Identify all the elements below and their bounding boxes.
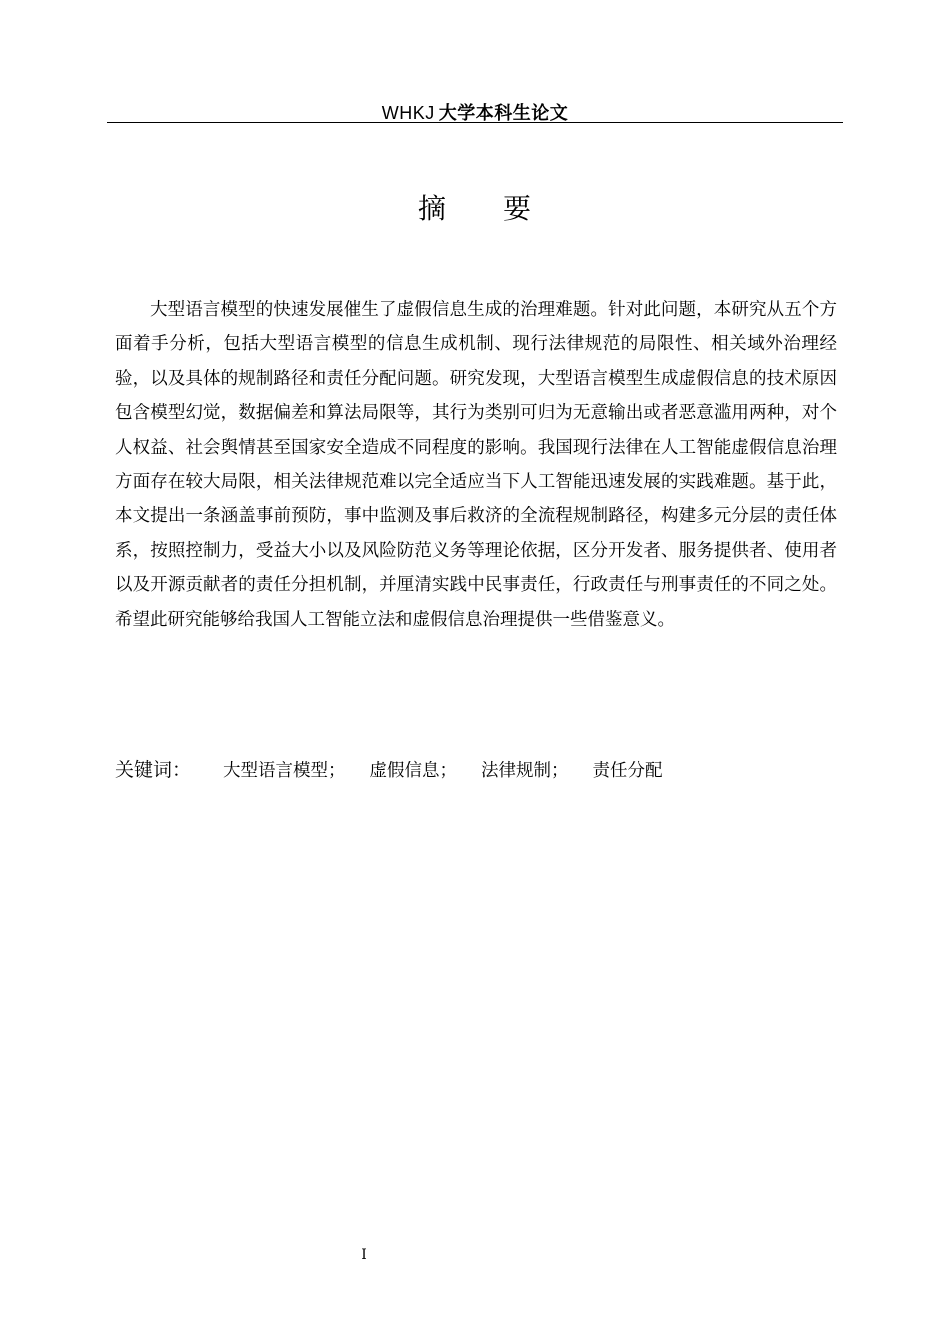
abstract-title-char-2: 要 [503, 192, 533, 225]
header-text [381, 100, 569, 124]
keyword-item: 大型语言模型； [223, 761, 346, 781]
abstract-title-char-1: 摘 [417, 192, 447, 225]
keyword-item: 责任分配 [592, 761, 663, 781]
keyword-item: 虚假信息； [369, 761, 458, 781]
keywords-line [115, 754, 837, 787]
abstract-body: 大型语言模型的快速发展催生了虚假信息生成的治理难题。针对此问题，本研究从五个方面着手分析，包括大型语言模型的信息生成机制、现行法律规范的局限性、相关域外治理经验，以及具体的规制路径和责任分配问题。研究发现，大型语言模型生成虚假信息的技术原因包含模型幻觉，数据偏差和算法局限等，其行为类别可归为无意输出或者恶意滥用两种，对个人权益、社会舆情甚至国家安全造成不同程度的影响。我国现行法律在人工智能虚假信息治理方面存在较大局限，相关法律规范难以完全适应当下人工智能迅速发展的实践难题。基于此，本文提出一条涵盖事前预防，事中监测及事后救济的全流程规制路径，构建多元分层的责任体系，按照控制力，受益大小以及风险防范义务等理论依据，区分开发者、服务提供者、使用者以及开源贡献者的责任分担机制，并厘清实践中民事责任，行政责任与刑事责任的不同之处。希望此研究能够给我国人工智能立法和虚假信息治理提供一些借鉴意义。 [115, 300, 837, 630]
page-number: I [361, 1247, 367, 1263]
header-code: WHKJ [381, 103, 435, 123]
keyword-item: 法律规制； [481, 761, 569, 781]
abstract-title [0, 189, 950, 229]
page-header [107, 93, 843, 123]
keywords-label: 关键词： [115, 759, 192, 781]
header-title: 大学本科生论文 [438, 103, 569, 124]
